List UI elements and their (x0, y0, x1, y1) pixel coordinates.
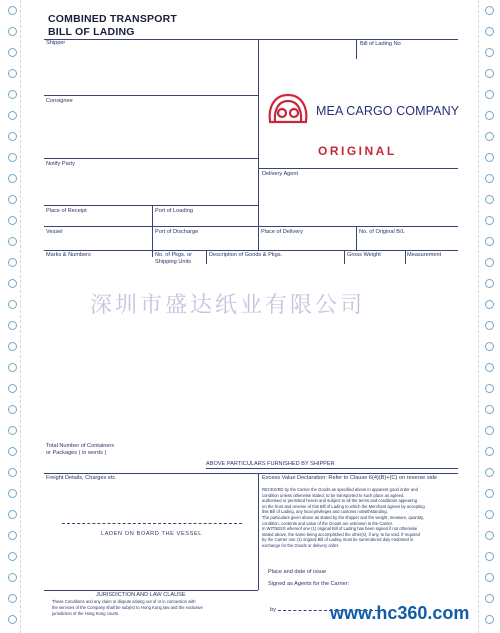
feed-hole-icon (485, 90, 494, 99)
feed-hole-icon (485, 531, 494, 540)
label-bl-no: Bill of Lading No (360, 41, 401, 47)
feed-hole-icon (485, 489, 494, 498)
label-notify-party: Notify Party (46, 161, 75, 167)
terms-line: RECEIVED by the Carrier the Goods as specified above in apparent good order and (262, 487, 418, 492)
feed-hole-icon (8, 237, 17, 246)
jurisdiction-line1: These Conditions and any claim or dispute arising out of or in connection with (52, 599, 196, 604)
feed-hole-icon (485, 510, 494, 519)
label-no-original-bl: No. of Original B/L (359, 229, 405, 235)
label-above-particulars: ABOVE PARTICULARS FURNISHED BY SHIPPER (206, 461, 335, 467)
feed-hole-icon (8, 510, 17, 519)
rule-col-original (356, 226, 357, 250)
feed-hole-icon (485, 174, 494, 183)
feed-hole-icon (8, 6, 17, 15)
feed-hole-icon (485, 153, 494, 162)
feed-hole-icon (8, 468, 17, 477)
feed-hole-icon (485, 342, 494, 351)
feed-hole-icon (8, 594, 17, 603)
label-total-line1: Total Number of Containers (46, 443, 115, 449)
feed-hole-icon (8, 426, 17, 435)
label-excess-value: Excess Value Declaration: Refer to Clause 6(4)(B)+(C) on reverse side (262, 475, 438, 481)
feed-hole-icon (485, 615, 494, 624)
feed-hole-icon (485, 405, 494, 414)
watermark-text: 深圳市盛达纸业有限公司 (90, 293, 366, 318)
terms-line: exchange for the Goods or delivery order. (262, 543, 340, 548)
label-total-line2: or Packages ( in words ) (46, 450, 107, 456)
label-pkgs-line1: No. of Pkgs. or (155, 252, 192, 258)
rule-receipt (44, 205, 258, 206)
feed-hole-icon (8, 489, 17, 498)
feed-hole-icon (485, 426, 494, 435)
feed-hole-icon (8, 363, 17, 372)
label-measurement: Measurement (407, 252, 442, 258)
jurisdiction-line2: the services of the Company shall be subject to Hong Kong law and the exclusive (52, 605, 203, 610)
feed-hole-icon (8, 258, 17, 267)
label-signed-as-agents: Signed as Agents for the Carrier: (268, 581, 350, 587)
rule-blno-vertical (356, 39, 357, 59)
feed-hole-icon (8, 384, 17, 393)
feed-hole-icon (485, 573, 494, 582)
rule-bottom-mid (258, 473, 259, 590)
label-delivery-agent: Delivery Agent (262, 171, 299, 177)
feed-hole-icon (485, 552, 494, 561)
rule-jurisdiction (44, 590, 258, 591)
feed-hole-icon (485, 111, 494, 120)
feed-hole-icon (8, 132, 17, 141)
rule-notify (44, 158, 258, 159)
feed-hole-icon (485, 468, 494, 477)
label-marks-numbers: Marks & Numbers (46, 252, 91, 258)
feed-hole-icon (485, 300, 494, 309)
label-consignee: Consignee (46, 98, 73, 104)
rule-col-desc (206, 250, 207, 264)
doc-title-line1: COMBINED TRANSPORT (48, 13, 178, 25)
terms-line: on the front and reverse of this Bill of Lading to which the Merchant agrees by accepting (262, 503, 425, 509)
feed-hole-icon (8, 615, 17, 624)
rule-delivery-agent (258, 168, 458, 169)
terms-line: stated above, the same being accomplished the other(s), if any, to be void. If required (262, 531, 420, 537)
feed-hole-icon (485, 363, 494, 372)
terms-line: In WITNESS whereof one (1) original Bill of Lading has been signed if not otherwise (262, 526, 418, 532)
feed-hole-icon (485, 195, 494, 204)
label-freight-details: Freight Details, Charges etc. (46, 475, 117, 481)
feed-hole-icon (8, 195, 17, 204)
feed-hole-icon (485, 48, 494, 57)
rule-mid-vertical (258, 39, 259, 250)
label-shipper: Shipper (46, 40, 66, 46)
rule-vessel (44, 226, 458, 227)
terms-line: this Bill of Lading, any local privileges and customs notwithstanding. (262, 509, 388, 515)
label-port-discharge: Port of Discharge (155, 229, 199, 235)
feed-hole-icon (8, 300, 17, 309)
label-laden-on-board: LADEN ON BOARD THE VESSEL (101, 531, 203, 537)
jurisdiction-line3: jurisdiction of the Hong Kong courts. (52, 611, 120, 616)
feed-hole-icon (8, 531, 17, 540)
feed-hole-icon (8, 69, 17, 78)
label-pkgs-line2: Shipping Units (155, 259, 192, 265)
perforation-left (20, 0, 21, 633)
rule-freight (44, 473, 458, 474)
feed-hole-icon (485, 321, 494, 330)
terms-line: The particulars given above as stated by the shipper and the weight, measure, quantity, (262, 515, 424, 520)
label-place-date-issue: Place and date of issue (268, 569, 327, 575)
feed-hole-icon (8, 216, 17, 225)
rule-col-weight (344, 250, 345, 264)
feed-hole-icon (485, 447, 494, 456)
feed-hole-icon (485, 258, 494, 267)
terms-line: condition unless otherwise stated, to be transported to such place as agreed, (262, 492, 405, 498)
feed-hole-icon (485, 594, 494, 603)
feed-hole-icon (485, 237, 494, 246)
rule-above-particulars (206, 468, 458, 469)
feed-hole-icon (8, 153, 17, 162)
feed-hole-icon (485, 27, 494, 36)
feed-hole-icon (8, 321, 17, 330)
label-port-loading: Port of Loading (155, 208, 193, 214)
feed-hole-icon (8, 111, 17, 120)
feed-hole-icon (8, 447, 17, 456)
label-gross-weight: Gross Weight (347, 252, 381, 258)
rule-laden-dashed (62, 523, 242, 524)
feed-hole-icon (8, 48, 17, 57)
feed-hole-icon (485, 6, 494, 15)
feed-hole-icon (8, 90, 17, 99)
site-watermark: www.hc360.com (330, 603, 470, 623)
feed-hole-icon (8, 405, 17, 414)
rule-consignee (44, 95, 258, 96)
company-logo-icon (266, 91, 310, 125)
label-place-delivery: Place of Delivery (261, 229, 303, 235)
feed-hole-icon (8, 342, 17, 351)
doc-title-line2: BILL OF LADING (48, 26, 135, 38)
rule-col-measure (405, 250, 406, 264)
feed-hole-icon (8, 27, 17, 36)
label-jurisdiction: JURISDICTION AND LAW CLAUSE (96, 592, 186, 598)
feed-hole-icon (8, 573, 17, 582)
feed-hole-icon (485, 384, 494, 393)
label-desc-goods: Description of Goods & Pkgs. (209, 252, 283, 258)
company-name: MEA CARGO COMPANY (316, 104, 460, 118)
feed-hole-icon (485, 69, 494, 78)
feed-hole-icon (485, 132, 494, 141)
perforation-right (478, 0, 479, 633)
label-vessel: Vessel (46, 229, 63, 235)
rule-top (44, 39, 458, 40)
feed-hole-icon (485, 279, 494, 288)
rule-cargo-header (44, 250, 458, 251)
feed-hole-icon (8, 279, 17, 288)
terms-line: by the Carrier one (1) original Bill of Lading must be surrendered duly endorsed in (262, 537, 414, 543)
terms-line: condition, contents and value of the Goods are unknown to the Carrier. (262, 520, 394, 526)
label-place-receipt: Place of Receipt (46, 208, 87, 214)
label-by: by (270, 607, 276, 613)
terms-line: authorised or permitted herein and subject to all the terms and conditions appearing (262, 498, 418, 504)
original-stamp: ORIGINAL (318, 144, 397, 158)
feed-hole-icon (8, 552, 17, 561)
feed-hole-icon (485, 216, 494, 225)
feed-hole-icon (8, 174, 17, 183)
